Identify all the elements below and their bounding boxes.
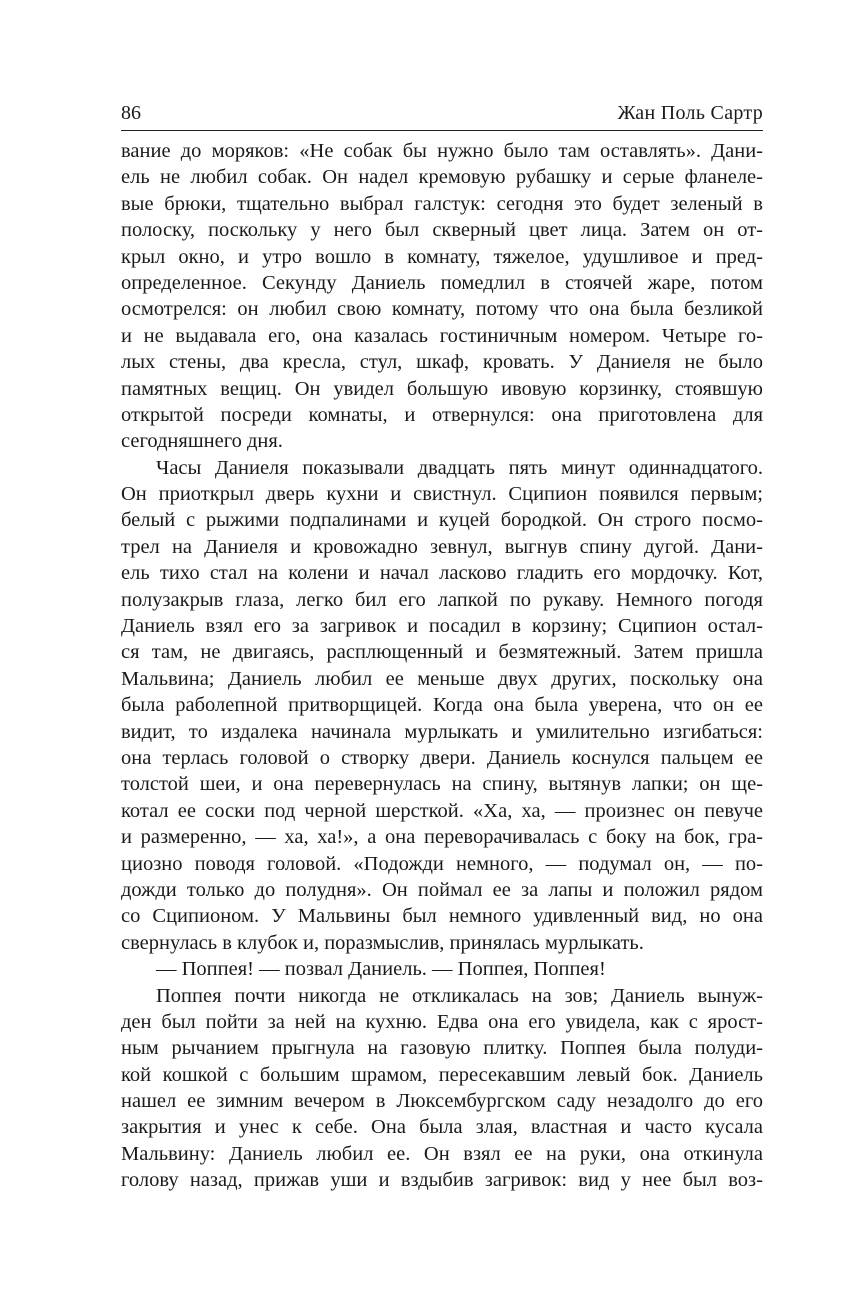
text-line: вые брюки, тщательно выбрал галстук: сегодня это будет зеленый в [121,192,763,215]
running-title: Жан Поль Сартр [617,102,763,124]
text-line: видит, то издалека начинала мурлыкать и умилительно изгибаться: [121,720,763,743]
text-line: Мальвина; Даниель любил ее меньше двух других, поскольку она [121,667,763,690]
text-line: закрытия и унес к себе. Она была злая, властная и часто кусала [121,1116,763,1139]
text-line: и размеренно, — ха, ха!», а она переворачивалась с боку на бок, гра- [121,826,763,849]
page-number: 86 [121,102,141,124]
text-line: была раболепной притворщицей. Когда она была уверена, что он ее [121,694,763,717]
text-line: циозно поводя головой. «Подожди немного, — подумал он, — по- [121,852,763,875]
text-line: Даниель взял его за загривок и посадил в корзину; Сципион остал- [121,615,763,638]
text-line: котал ее соски под черной шерсткой. «Ха, ха, — произнес он певуче [121,799,763,822]
text-line: вание до моряков: «Не собак бы нужно было там оставлять». Дани- [121,140,763,162]
text-line: она терлась головой о створку двери. Даниель коснулся пальцем ее [121,746,763,769]
text-line: ель не любил собак. Он надел кремовую рубашку и серые фланеле- [121,166,763,189]
text-line: — Поппея! — позвал Даниель. — Поппея, Поппея! [156,958,606,981]
text-line: и не выдавала его, она казалась гостиничным номером. Четыре го- [121,324,763,347]
text-line: Часы Даниеля показывали двадцать пять минут одиннадцатого. [156,456,763,479]
text-line: толстой шеи, и она перевернулась на спину, вытянув лапки; он ще- [121,773,763,796]
text-line: нашел ее зимним вечером в Люксембургском саду незадолго до его [121,1090,763,1113]
text-line: ель тихо стал на колени и начал ласково гладить его мордочку. Кот, [121,562,763,585]
text-line: крыл окно, и утро вошло в комнату, тяжелое, удушливое и пред- [121,245,763,268]
text-line: памятных вещиц. Он увидел большую ивовую корзинку, стоявшую [121,377,763,400]
text-line: дожди только до полудня». Он поймал ее за лапы и положил рядом [121,878,763,901]
text-line: кой кошкой с большим шрамом, пересекавшим левый бок. Даниель [121,1063,763,1086]
text-line: белый с рыжими подпалинами и куцей бородкой. Он строго посмо- [121,509,763,532]
text-line: Он приоткрыл дверь кухни и свистнул. Сципион появился первым; [121,483,763,506]
text-line: осмотрелся: он любил свою комнату, потому что она была безликой [121,298,763,321]
page-header [121,100,763,131]
text-line: лых стены, два кресла, стул, шкаф, кровать. У Даниеля не было [121,351,763,374]
text-line: свернулась в клубок и, поразмыслив, принялась мурлыкать. [121,931,644,954]
body-text [121,138,763,1194]
text-line: открытой посреди комнаты, и отвернулся: она приготовлена для [121,403,763,426]
text-line: сегодняшнего дня. [121,430,283,453]
text-line: ным рычанием прыгнула на газовую плитку. Поппея была полуди- [121,1037,763,1060]
text-line: определенное. Секунду Даниель помедлил в стоячей жаре, потом [121,271,763,294]
text-line: ден был пойти за ней на кухню. Едва она его увидела, как с ярост- [121,1010,763,1033]
text-line: Поппея почти никогда не откликалась на зов; Даниель вынуж- [156,984,763,1007]
text-line: трел на Даниеля и кровожадно зевнул, выгнув спину дугой. Дани- [121,535,763,558]
text-line: со Сципионом. У Мальвины был немного удивленный вид, но она [121,905,763,928]
text-line: Мальвину: Даниель любил ее. Он взял ее на руки, она откинула [121,1142,763,1165]
text-line: ся там, не двигаясь, расплющенный и безмятежный. Затем пришла [121,641,763,664]
text-line: полоску, поскольку у него был скверный цвет лица. Затем он от- [121,219,763,242]
text-line: полузакрыв глаза, легко бил его лапкой по рукаву. Немного погодя [121,588,763,611]
text-line: голову назад, прижав уши и вздыбив загривок: вид у нее был воз- [121,1169,763,1192]
